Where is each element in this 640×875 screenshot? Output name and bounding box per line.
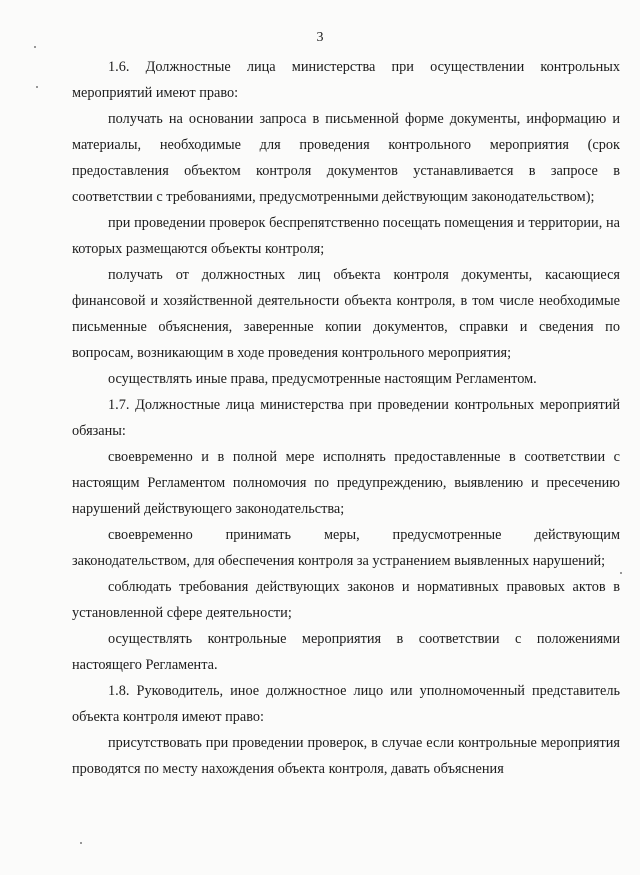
paragraph-1-7: 1.7. Должностные лица министерства при проведении контрольных мероприятий обязаны: [72, 397, 620, 439]
paragraph-right-other: осуществлять иные права, предусмотренные настоящим Регламентом. [108, 371, 537, 387]
paragraph-right-receive-documents: получать от должностных лиц объекта контроля документы, касающиеся финансовой и хозяйственной деятельности объекта контроля, в том числе необходимые письменные объяснения, заверенные копии документов, справки и сведения по вопросам, возникающим в ходе проведения контрольного мероприятия; [72, 267, 620, 361]
paragraph-right-attend-inspections: присутствовать при проведении проверок, в случае если контрольные мероприятия проводятся по месту нахождения объекта контроля, давать объяснения [72, 735, 620, 777]
scan-speck [80, 842, 82, 844]
paragraph-duty-take-measures: своевременно принимать меры, предусмотренные действующим законодательством, для обеспечения контроля за устранением выявленных нарушений; [72, 527, 620, 569]
paragraph-right-visit-premises: при проведении проверок беспрепятственно посещать помещения и территории, на которых размещаются объекты контроля; [72, 215, 620, 257]
paragraph-duty-exercise-powers: своевременно и в полной мере исполнять предоставленные в соответствии с настоящим Регламентом полномочия по предупреждению, выявлению и пресечению нарушений действующего законодательства; [72, 449, 620, 517]
page-number: 3 [316, 30, 324, 45]
document-body [72, 54, 620, 782]
scan-speck [34, 46, 36, 48]
paragraph-duty-conduct-control: осуществлять контрольные мероприятия в соответствии с положениями настоящего Регламента. [72, 631, 620, 673]
paragraph-right-request-documents: получать на основании запроса в письменной форме документы, информацию и материалы, необходимые для проведения контрольного мероприятия (срок предоставления объектом контроля документов устанавливается в запросе в соответствии с требованиями, предусмотренными действующим законодательством); [72, 111, 620, 205]
paragraph-1-8: 1.8. Руководитель, иное должностное лицо или уполномоченный представитель объекта контроля имеют право: [72, 683, 620, 725]
scan-speck [620, 572, 622, 574]
paragraph-1-6: 1.6. Должностные лица министерства при осуществлении контрольных мероприятий имеют право: [72, 59, 620, 101]
paragraph-duty-comply-laws: соблюдать требования действующих законов и нормативных правовых актов в установленной сфере деятельности; [72, 579, 620, 621]
scan-speck [36, 86, 38, 88]
